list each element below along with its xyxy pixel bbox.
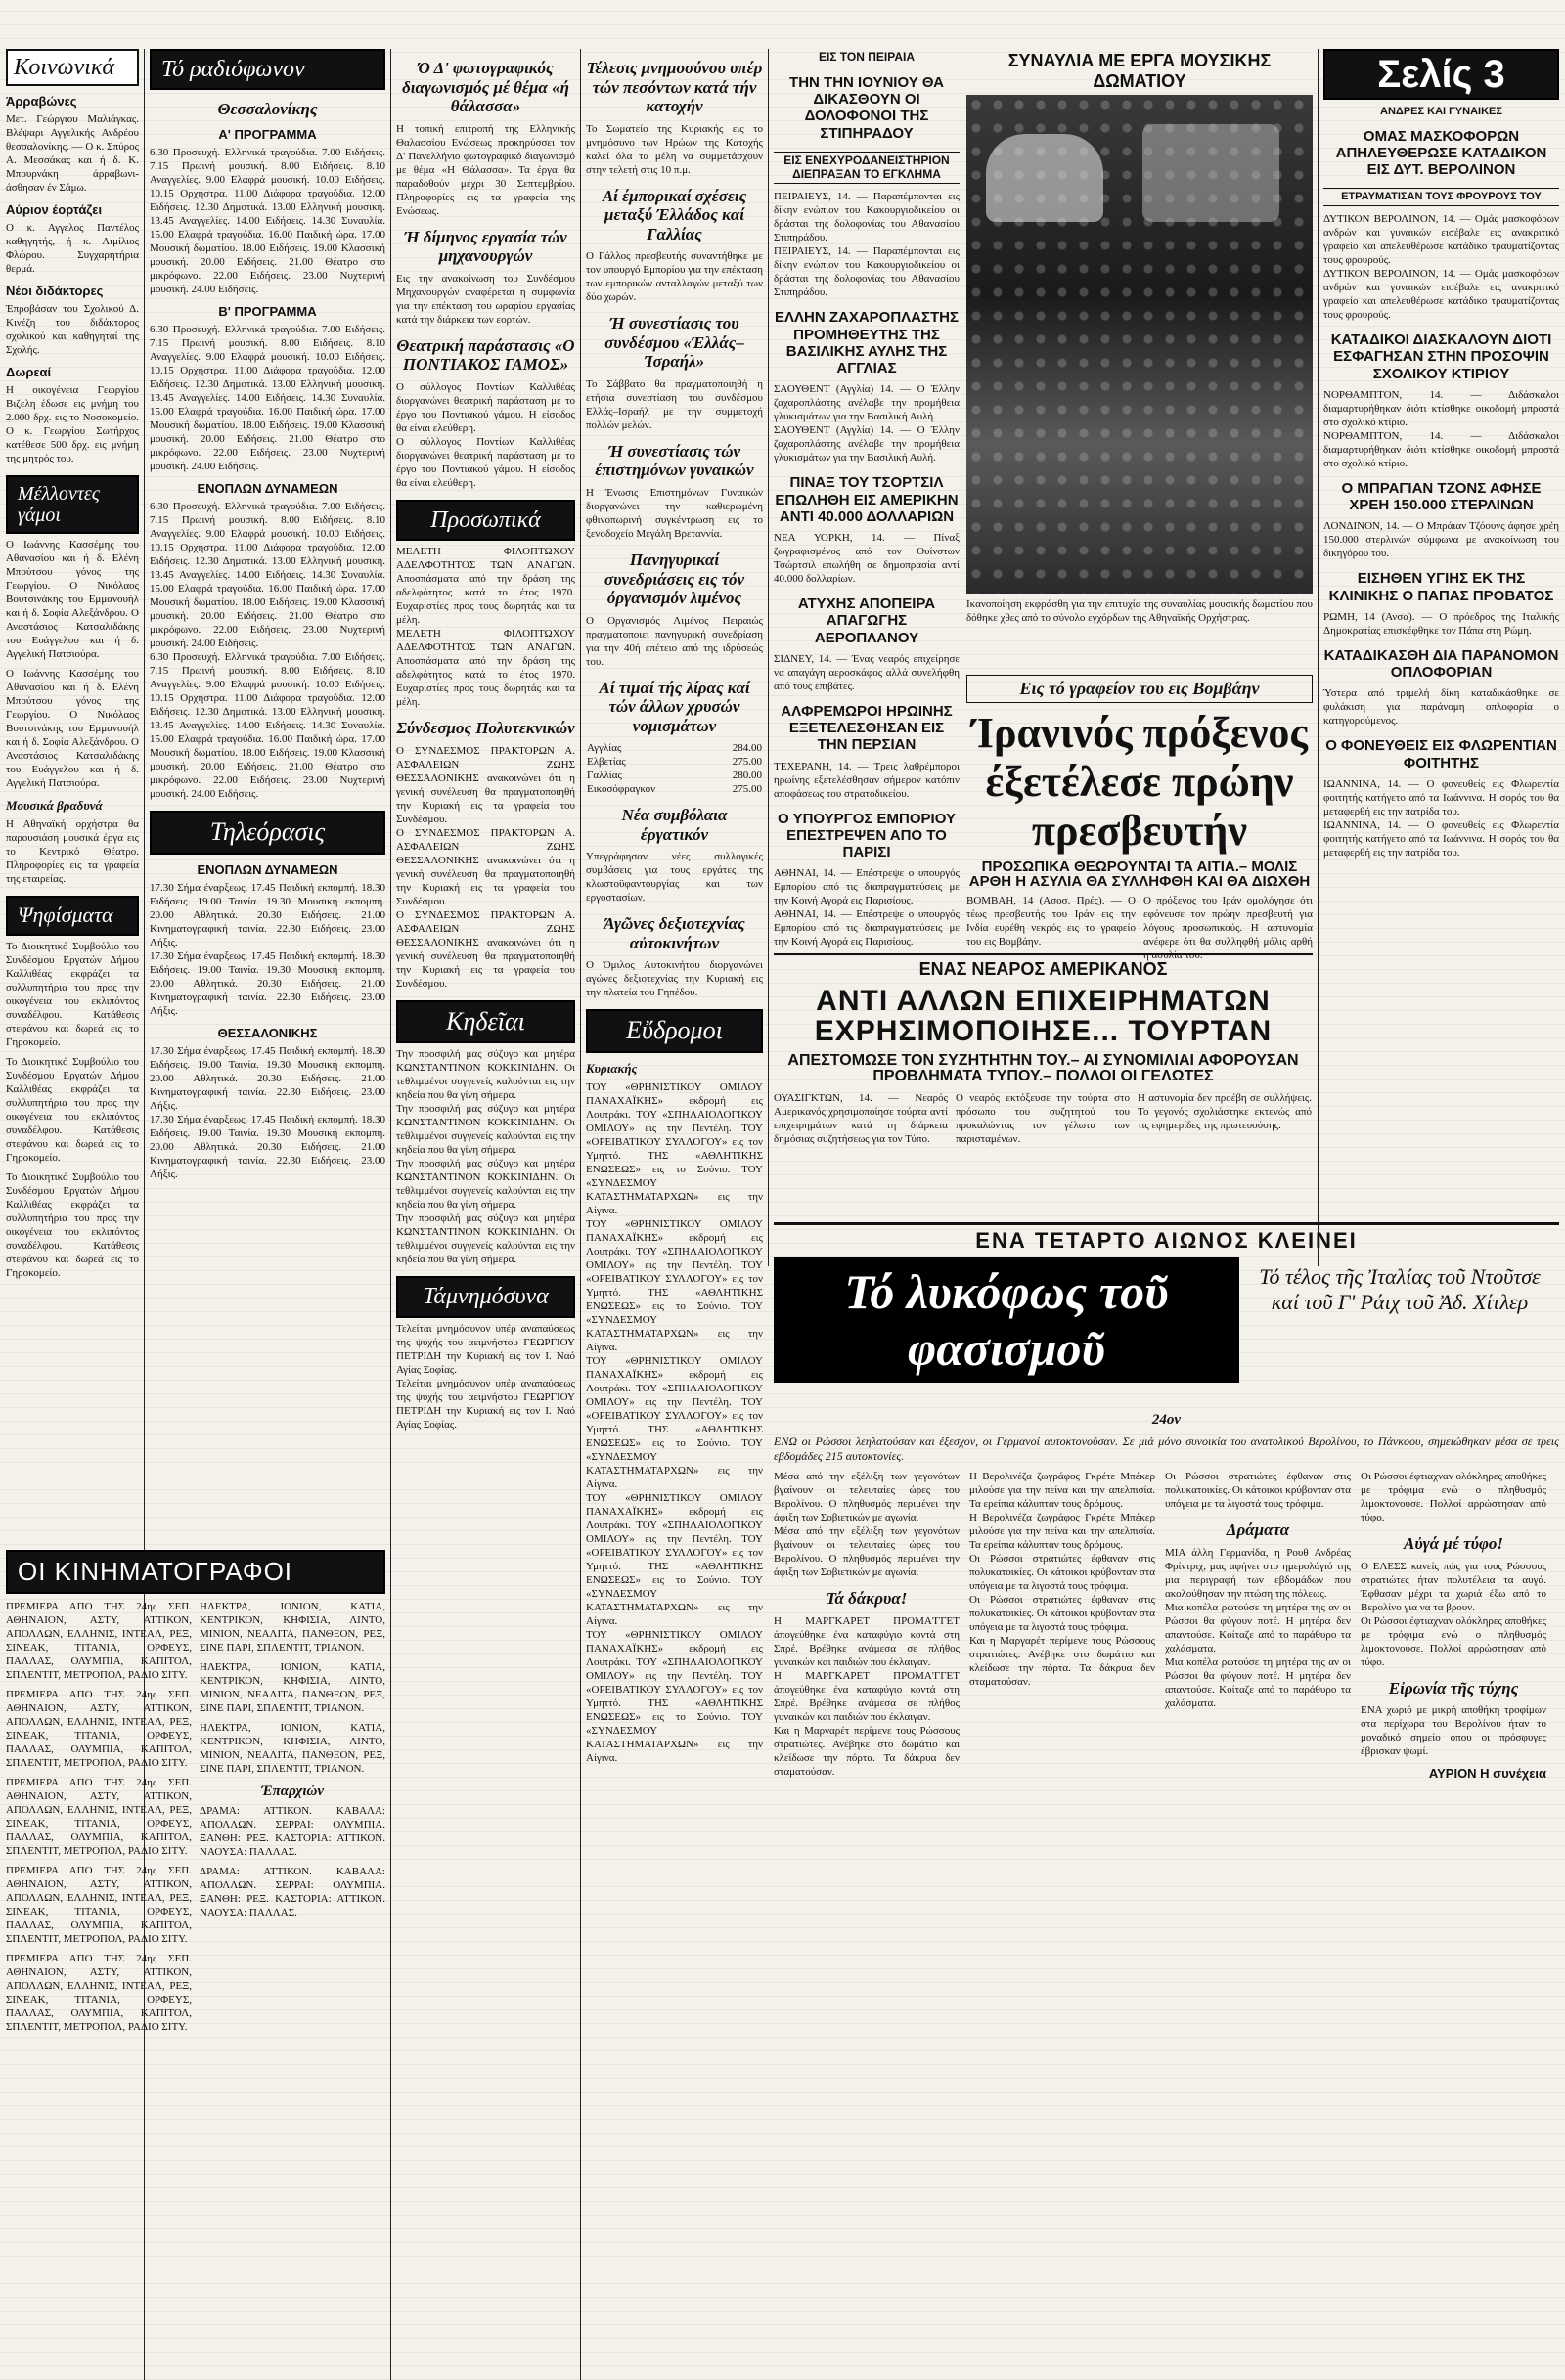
social-title: Κοινωνικά	[6, 49, 139, 86]
article-text: ΤΟΥ «ΘΡΗΝΙΣΤΙΚΟΥ ΟΜΙΛΟΥ ΠΑΝΑΧΑΪΚΗΣ» εκδρομή εις Λουτράκι. ΤΟΥ «ΣΠΗΛΑΙΟΛΟΓΙΚΟΥ ΟΜΙΛΟΥ» εις την Πεντέλη. ΤΟΥ «ΟΡΕΙΒΑΤΙΚΟΥ ΣΥΛΛΟΓΟΥ» εις τον Υμηττό. ΤΗΣ «ΑΘΛΗΤΙΚΗΣ ΕΝΩΣΕΩΣ» εις το Σούνιο. ΤΟΥ «ΣΥΝΔΕΣΜΟΥ ΚΑΤΑΣΤΗΜΑΤΑΡΧΩΝ» εις την Αίγινα.	[586, 1629, 763, 1765]
section-text: Μετ. Γεώργιου Μαλιάγκας. Βλέψαρι Αγγελικής Ανδρέου θεσσαλονίκης. — Ο κ. Σπύρος Α. Μεσσάκας και ή δ. Κ. Μπουρνάκη άρραβωνιάσθησαν έν Σάμω.	[6, 113, 139, 195]
cinema-list-left	[6, 1600, 192, 2034]
article-heading: Σύνδεσμος Πολυτεκνικών	[396, 719, 575, 738]
tv-text: 17.30 Σήμα έναρξεως. 17.45 Παιδική εκπομπή. 18.30 Ειδήσεις. 19.00 Ταινία. 19.30 Μουσική εκπομπή. 20.00 Αθλητικά. 20.30 Ειδήσεις. 21.00 Κινηματογραφική ταινία. 22.30 Ειδήσεις. 23.00 Λήξις.	[150, 949, 385, 1017]
tv-text: 17.30 Σήμα έναρξεως. 17.45 Παιδική εκπομπή. 18.30 Ειδήσεις. 19.00 Ταινία. 19.30 Μουσική εκπομπή. 20.00 Αθλητικά. 20.30 Ειδήσεις. 21.00 Κινηματογραφική ταινία. 22.30 Ειδήσεις. 23.00 Λήξις.	[150, 1113, 385, 1180]
future-weddings-text: Ο Ιωάννης Κασσέμης του Αθανασίου και ή δ. Ελένη Μπούτσου γόνος της Γεωργίου. Ο Νικόλαος Βουτσινάκης του Εμμανουήλ και ή δ. Σοφία Αλεξάνδρου. Ο Αναστάσιος Κατσαλιδάκης του Ευάγγελου και ή δ. Αγγελική Πατσιούρα.	[6, 668, 139, 790]
article-text: Οι Ρώσσοι έφτιαχναν ολόκληρες αποθήκες με τρόφιμα ενώ ο πληθυσμός λιμοκτονούσε. Πολλοί αρρώστησαν από τύφο.	[1361, 1471, 1546, 1524]
program-heading: Β' ΠΡΟΓΡΑΜΜΑ	[218, 303, 317, 319]
province-text: ΔΡΑΜΑ: ΑΤΤΙΚΟΝ. ΚΑΒΑΛΑ: ΑΠΟΛΛΩΝ. ΣΕΡΡΑΙ: ΟΛΥΜΠΙΑ. ΞΑΝΘΗ: ΡΕΞ. ΚΑΣΤΟΡΙΑ: ΑΤΤΙΚΟΝ. ΝΑΟΥΣΑ: ΠΑΛΛΑΣ.	[200, 1865, 385, 1918]
article-text: Την προσφιλή μας σύζυγο και μητέρα ΚΩΝΣΤΑΝΤΙΝΟΝ ΚΟΚΚΙΝΙΔΗΝ. Οι τεθλιμμένοι συγγενείς καλούνται εις την κηδεία που θα γίνη σήμερα.	[396, 1103, 575, 1157]
cinema-text: ΠΡΕΜΙΕΡΑ ΑΠΟ ΤΗΣ 24ης ΣΕΠ. ΑΘΗΝΑΙΟΝ, ΑΣΤΥ, ΑΤΤΙΚΟΝ, ΑΠΟΛΛΩΝ, ΕΛΛΗΝΙΣ, ΙΝΤΕΑΛ, ΡΕΞ, ΣΙΝΕΑΚ, ΤΙΤΑΝΙΑ, ΟΡΦΕΥΣ, ΠΑΛΛΑΣ, ΟΛΥΜΠΙΑ, ΚΑΠΙΤΟΛ, ΣΠΛΕΝΤΙΤ, ΜΕΤΡΟΠΟΛ, ΡΑΔΙΟ ΣΙΤΥ.	[6, 1776, 192, 1857]
article-heading: ΑΛΦΡΕΜΩΡΟΙ ΗΡΩΙΝΗΣ ΕΞΕΤΕΛΕΣΘΗΣΑΝ ΕΙΣ ΤΗΝ ΠΕΡΣΙΑΝ	[781, 702, 953, 754]
section-text: Η οικογένεια Γεωργίου Βιζελη έδωσε εις μνήμη του 2.000 δρχ. εις το Νοσοκομείο. Ο κ. Γεωργίου Σωτήρχος κατέθεσε 500 δρχ. εις μνήμη της μητρός του.	[6, 384, 139, 465]
article-subheading: ΕΙΣ ΕΝΕΧΥΡΟΔΑΝΕΙΣΤΗΡΙΟΝ ΔΙΕΠΡΑΞΑΝ ΤΟ ΕΓΚΛΗΜΑ	[774, 152, 960, 185]
article-heading: Ο ΥΠΟΥΡΓΟΣ ΕΜΠΟΡΙΟΥ ΕΠΕΣΤΡΕΨΕΝ ΑΠΟ ΤΟ ΠΑΡΙΣΙ	[778, 810, 956, 861]
tv-title: Τηλεόρασις	[150, 811, 385, 855]
radio-title: Τό ραδιόφωνον	[150, 49, 385, 90]
article-text: Ο ΣΥΝΔΕΣΜΟΣ ΠΡΑΚΤΟΡΩΝ Α. ΑΣΦΑΛΕΙΩΝ ΖΩΗΣ ΘΕΣΣΑΛΟΝΙΚΗΣ ανακοινώνει ότι η γενική συνέλευση θα πραγματοποιηθή την Κυριακή εις τα γραφεία του Συνδέσμου.	[396, 908, 575, 990]
article-text: ΝΟΡΘΑΜΠΤΟΝ, 14. — Διδάσκαλοι διαμαρτυρήθηκαν διότι κτίσθηκε οικοδομή μπροστά στο σχολικό κτίριο.	[1323, 429, 1559, 469]
excursions-banner: Εὔδρομοι	[586, 1009, 763, 1053]
concert-caption: Ικανοποίηση εκφράσθη για την επιτυχία της συναυλίας μουσικής δωματίου που δόθηκε χθες από το σύνολο εγχόρδων της Αθηναϊκής Ορχήστρας.	[966, 598, 1313, 625]
kicker: ΕΙΣ ΤΟΝ ΠΕΙΡΑΙΑ	[818, 50, 916, 64]
column-rule	[768, 49, 769, 1266]
article-text: Μια κοπέλα ρωτούσε τη μητέρα της αν οι Ρώσσοι θα φύγουν ποτέ. Η μητέρα δεν απαντούσε. Κοίταζε από το παράθυρο τα χαλάσματα.	[1165, 1655, 1351, 1709]
article-text: Ο νεαρός εκτόξευσε την τούρτα στο πρόσωπο του συζητητού του προκαλώντας τον γέλωτα των παρισταμένων.	[956, 1092, 1130, 1146]
column-four	[586, 49, 763, 2376]
feature-kicker: ΕΝΑ ΤΕΤΑΡΤΟ ΑΙΩΝΟΣ ΚΛΕΙΝΕΙ	[975, 1228, 1358, 1253]
article-heading: Ο ΦΟΝΕΥΘΕΙΣ ΕΙΣ ΦΛΩΡΕΝΤΙΑΝ ΦΟΙΤΗΤΗΣ	[1325, 737, 1557, 771]
rate-name: Αγγλίας	[587, 742, 622, 755]
feature-section-heading: Τά δάκρυα!	[826, 1589, 908, 1609]
article-text: ΝΕΑ ΥΟΡΚΗ, 14. — Πίναξ ζωγραφισμένος από τον Ουίνστων Τσώρτσιλ επωλήθη σε δημοπρασία αντί 40.000 δολλαρίων.	[774, 532, 960, 586]
cinema-text: ΗΛΕΚΤΡΑ, ΙΟΝΙΟΝ, ΚΑΤΙΑ, ΚΕΝΤΡΙΚΟΝ, ΚΗΦΙΣΙΑ, ΛΙΝΤΟ, ΜΙΝΙΟΝ, ΝΕΑΛΙΤΑ, ΠΑΝΘΕΟΝ, ΡΕΞ, ΣΙΝΕ ΠΑΡΙ, ΣΠΛΕΝΤΙΤ, ΤΡΙΑΝΟΝ.	[200, 1721, 385, 1775]
article-text: ΠΕΙΡΑΙΕΥΣ, 14. — Παραπέμπονται εις δίκην ενώπιον του Κακουργιοδικείου οι δράσται της δολοφονίας του Αθανασίου Στιπηράδου.	[774, 245, 960, 299]
article-text: Την προσφιλή μας σύζυγο και μητέρα ΚΩΝΣΤΑΝΤΙΝΟΝ ΚΟΚΚΙΝΙΔΗΝ. Οι τεθλιμμένοι συγγενείς καλούνται εις την κηδεία που θα γίνη σήμερα.	[396, 1158, 575, 1212]
concert-block	[966, 49, 1313, 655]
feature-section-heading: Εἰρωνία τῆς τύχης	[1388, 1678, 1519, 1697]
section-heading: Αύριον έορτάζει	[6, 202, 103, 218]
article-text: ΔΥΤΙΚΟΝ ΒΕΡΟΛΙΝΟΝ, 14. — Ομάς μασκοφόρων ανδρών και γυναικών εισέβαλε εις ανακριτικό γραφείο και απελευθέρωσε κατάδικο τραυματίζοντας τους φρουρούς.	[1323, 268, 1559, 322]
article-text: Τελείται μνημόσυνον υπέρ αναπαύσεως της ψυχής του αειμνήστου ΓΕΩΡΓΙΟΥ ΠΕΤΡΙΔΗ την Κυριακή εις τον Ι. Ναό Αγίας Σοφίας.	[396, 1322, 575, 1376]
column-rule	[1318, 49, 1319, 1266]
table-row	[586, 741, 763, 755]
article-heading: Άγῶνες δεξιοτεχνίας αὐτοκινήτων	[604, 914, 745, 952]
article-text: Η ΜΑΡΓΚΑΡΕΤ ΠΡΟΜΑ'ΓΓΕΤ άπογεύθηκε ένα καταφύγιο κοντά στη Σπρέ. Βρέθηκε ανάμεσα σε πλήθος γυναικών και παιδιών που έκλαιγαν.	[774, 1614, 960, 1668]
article-text: ΤΟΥ «ΘΡΗΝΙΣΤΙΚΟΥ ΟΜΙΛΟΥ ΠΑΝΑΧΑΪΚΗΣ» εκδρομή εις Λουτράκι. ΤΟΥ «ΣΠΗΛΑΙΟΛΟΓΙΚΟΥ ΟΜΙΛΟΥ» εις την Πεντέλη. ΤΟΥ «ΟΡΕΙΒΑΤΙΚΟΥ ΣΥΛΛΟΓΟΥ» εις τον Υμηττό. ΤΗΣ «ΑΘΛΗΤΙΚΗΣ ΕΝΩΣΕΩΣ» εις το Σούνιο. ΤΟΥ «ΣΥΝΔΕΣΜΟΥ ΚΑΤΑΣΤΗΜΑΤΑΡΧΩΝ» εις την Αίγινα.	[586, 1081, 763, 1217]
program-heading: ΕΝΟΠΛΩΝ ΔΥΝΑΜΕΩΝ	[197, 480, 338, 496]
article-text: ΑΘΗΝΑΙ, 14. — Επέστρεψε ο υπουργός Εμπορίου από τις διαπραγματεύσεις με την Κοινή Αγορά εις Παρισίους.	[774, 908, 960, 948]
tv-text: 17.30 Σήμα έναρξεως. 17.45 Παιδική εκπομπή. 18.30 Ειδήσεις. 19.00 Ταινία. 19.30 Μουσική εκπομπή. 20.00 Αθλητικά. 20.30 Ειδήσεις. 21.00 Κινηματογραφική ταινία. 22.30 Ειδήσεις. 23.00 Λήξις.	[150, 1044, 385, 1112]
section-heading: Δωρεαί	[6, 365, 52, 380]
article-heading: Αί έμπορικαί σχέσεις μεταξύ Έλλάδος καί Γαλλίας	[602, 186, 747, 243]
article-subheading: ΕΤΡΑΥΜΑΤΙΣΑΝ ΤΟΥΣ ΦΡΟΥΡΟΥΣ ΤΟΥ	[1323, 188, 1559, 206]
cinema-text: ΠΡΕΜΙΕΡΑ ΑΠΟ ΤΗΣ 24ης ΣΕΠ. ΑΘΗΝΑΙΟΝ, ΑΣΤΥ, ΑΤΤΙΚΟΝ, ΑΠΟΛΛΩΝ, ΕΛΛΗΝΙΣ, ΙΝΤΕΑΛ, ΡΕΞ, ΣΙΝΕΑΚ, ΤΙΤΑΝΙΑ, ΟΡΦΕΥΣ, ΠΑΛΛΑΣ, ΟΛΥΜΠΙΑ, ΚΑΠΙΤΟΛ, ΣΠΛΕΝΤΙΤ, ΜΕΤΡΟΠΟΛ, ΡΑΔΙΟ ΣΙΤΥ.	[6, 1600, 192, 1681]
article-text: ΙΩΑΝΝΙΝΑ, 14. — Ο φονευθείς εις Φλωρεντία φοιτητής κατήγετο από τα Ιωάννινα. Η σορός του θα μεταφερθή εις την πατρίδα του.	[1323, 818, 1559, 859]
article-text: Ο Γάλλος πρεσβευτής συναντήθηκε με τον υπουργό Εμπορίου για την επέκταση των εμπορικών ανταλλαγών μεταξύ των δύο χωρών.	[586, 250, 763, 304]
article-text: ΑΘΗΝΑΙ, 14. — Επέστρεψε ο υπουργός Εμπορίου από τις διαπραγματεύσεις με την Κοινή Αγορά εις Παρισίους.	[774, 867, 960, 907]
votes-title: Ψηφίσματα	[6, 896, 139, 935]
photo-figure	[986, 134, 1103, 222]
feature-col-3	[1165, 1470, 1351, 1785]
article-text: Η Βερολινέζα ζωγράφος Γκρέτε Μπέκερ μιλούσε για την πείνα και την απελπισία. Τα ερείπια κάλυπταν τους δρόμους.	[969, 1512, 1155, 1552]
cinema-block	[6, 1550, 385, 2376]
feature-subhead: Τό τέλος τῆς Ἰταλίας τοῦ Ντοῦτσε καί τοῦ Γ' Ράιχ τοῦ Ἀδ. Χίτλερ	[1259, 1264, 1541, 1314]
article-text: Η Βερολινέζα ζωγράφος Γκρέτε Μπέκερ μιλούσε για την πείνα και την απελπισία. Τα ερείπια κάλυπταν τους δρόμους.	[969, 1471, 1155, 1511]
article-text: Οι Ρώσσοι έφτιαχναν ολόκληρες αποθήκες με τρόφιμα ενώ ο πληθυσμός λιμοκτονούσε. Πολλοί αρρώστησαν από τύφο.	[1361, 1614, 1546, 1668]
article-text: ΜΕΛΕΤΗ ΦΙΛΟΠΤΩΧΟΥ ΑΔΕΛΦΟΤΗΤΟΣ ΤΩΝ ΑΝΑΓΩΝ. Αποσπάσματα από την δράση της αδελφότητος κατά το έτος 1970. Ευχαριστίες προς τους δωρητάς και τα μέλη.	[396, 628, 575, 709]
fascism-feature	[774, 1222, 1559, 2379]
music-text: Η Αθηναϊκή ορχήστρα θα παρουσιάση μουσικά έργα εις το Κεντρικό Θέατρο. Πληροφορίες εις τα γραφεία της εταιρείας.	[6, 818, 139, 886]
article-text: Ύστερα από τριμελή δίκη καταδικάσθηκε σε φυλάκιση για παράνομη οπλοφορία ο κατηγορούμενος.	[1323, 687, 1559, 727]
votes-text: Το Διοικητικό Συμβούλιο του Συνδέσμου Εργατών Δήμου Καλλιθέας εκφράζει τα συλλυπητήρια του προς την οικογένεια του εκλιπόντος συναδέλφου. Κατάθεσις στεφάνου και δωρεά εις το Γηροκομείο.	[6, 1055, 139, 1164]
radio-column	[150, 49, 385, 1545]
program-text: 6.30 Προσευχή. Ελληνικά τραγούδια. 7.00 Ειδήσεις. 7.15 Πρωινή μουσική. 8.00 Ειδήσεις. 8.10 Αναγγελίες. 9.00 Ελαφρά μουσική. 10.00 Ειδήσεις. 10.15 Ορχήστρα. 11.00 Διάφορα τραγούδια. 12.00 Ειδήσεις. 12.30 Δημοτικά. 13.00 Ελληνική μουσική. 13.45 Αναγγελίες. 14.00 Ειδήσεις. 14.30 Συναυλία. 15.00 Ελαφρά τραγούδια. 16.00 Παιδική ώρα. 17.00 Μουσική δωματίου. 18.00 Ειδήσεις. 19.00 Κλασσική μουσική. 20.00 Ειδήσεις. 21.00 Θέατρο στο μικρόφωνο. 22.00 Ειδήσεις. 23.00 Νυχτερινή μουσική. 24.00 Ειδήσεις.	[150, 650, 385, 800]
continued-note: ΑΥΡΙΟΝ Η συνέχεια	[1428, 1766, 1546, 1782]
article-heading: Νέα συμβόλαια έργατικόν	[621, 806, 728, 844]
article-text: Ο σύλλογος Ποντίων Καλλιθέας διοργανώνει θεατρική παράσταση με το έργο του Ποντιακού γάμου. Η είσοδος θα είναι ελεύθερη.	[396, 380, 575, 434]
program-text: 6.30 Προσευχή. Ελληνικά τραγούδια. 7.00 Ειδήσεις. 7.15 Πρωινή μουσική. 8.00 Ειδήσεις. 8.10 Αναγγελίες. 9.00 Ελαφρά μουσική. 10.00 Ειδήσεις. 10.15 Ορχήστρα. 11.00 Διάφορα τραγούδια. 12.00 Ειδήσεις. 12.30 Δημοτικά. 13.00 Ελληνική μουσική. 13.45 Αναγγελίες. 14.00 Ειδήσεις. 14.30 Συναυλία. 15.00 Ελαφρά τραγούδια. 16.00 Παιδική ώρα. 17.00 Μουσική δωματίου. 18.00 Ειδήσεις. 19.00 Κλασσική μουσική. 20.00 Ειδήσεις. 21.00 Θέατρο στο μικρόφωνο. 22.00 Ειδήσεις. 23.00 Νυχτερινή μουσική. 24.00 Ειδήσεις.	[150, 500, 385, 649]
article-heading: ΟΜΑΣ ΜΑΣΚΟΦΟΡΩΝ ΑΠΗΛΕΥΘΕΡΩΣΕ ΚΑΤΑΔΙΚΟΝ ΕΙΣ ΔΥΤ. ΒΕΡΟΛΙΝΟΝ	[1335, 127, 1547, 179]
article-text: Οι Ρώσσοι στρατιώτες έφθαναν στις πολυκατοικίες. Οι κάτοικοι κρύβονταν στα υπόγεια με τα λιγοστά τους τρόφιμα.	[969, 1553, 1155, 1593]
rate-value: 275.00	[732, 756, 762, 769]
article-text: ΤΟΥ «ΘΡΗΝΙΣΤΙΚΟΥ ΟΜΙΛΟΥ ΠΑΝΑΧΑΪΚΗΣ» εκδρομή εις Λουτράκι. ΤΟΥ «ΣΠΗΛΑΙΟΛΟΓΙΚΟΥ ΟΜΙΛΟΥ» εις την Πεντέλη. ΤΟΥ «ΟΡΕΙΒΑΤΙΚΟΥ ΣΥΛΛΟΓΟΥ» εις τον Υμηττό. ΤΗΣ «ΑΘΛΗΤΙΚΗΣ ΕΝΩΣΕΩΣ» εις το Σούνιο. ΤΟΥ «ΣΥΝΔΕΣΜΟΥ ΚΑΤΑΣΤΗΜΑΤΑΡΧΩΝ» εις την Αίγινα.	[586, 1218, 763, 1354]
article-text: Υπεγράφησαν νέες συλλογικές συμβάσεις για τους εργάτες της κλωστοϋφαντουργίας και των εργοστασίων.	[586, 851, 763, 904]
feature-col-4	[1361, 1470, 1546, 1785]
article-text: ΟΥΑΣΙΓΚΤΩΝ, 14. — Νεαρός Αμερικανός χρησιμοποίησε τούρτα αντί επιχειρημάτων κατά τη διάρκεια δημόσιας συζητήσεως για τον Τύπο.	[774, 1092, 948, 1146]
cinema-text: ΠΡΕΜΙΕΡΑ ΑΠΟ ΤΗΣ 24ης ΣΕΠ. ΑΘΗΝΑΙΟΝ, ΑΣΤΥ, ΑΤΤΙΚΟΝ, ΑΠΟΛΛΩΝ, ΕΛΛΗΝΙΣ, ΙΝΤΕΑΛ, ΡΕΞ, ΣΙΝΕΑΚ, ΤΙΤΑΝΙΑ, ΟΡΦΕΥΣ, ΠΑΛΛΑΣ, ΟΛΥΜΠΙΑ, ΚΑΠΙΤΟΛ, ΣΠΛΕΝΤΙΤ, ΜΕΤΡΟΠΟΛ, ΡΑΔΙΟ ΣΙΤΥ.	[6, 1952, 192, 2033]
article-heading: Ή συνεστίασις τών έπιστημόνων γυναικών	[595, 441, 754, 480]
column-rule	[580, 49, 581, 2380]
article-text: Τελείται μνημόσυνον υπέρ αναπαύσεως της ψυχής του αειμνήστου ΓΕΩΡΓΙΟΥ ΠΕΤΡΙΔΗ την Κυριακή εις τον Ι. Ναό Αγίας Σοφίας.	[396, 1377, 575, 1431]
article-heading: ΠΙΝΑΞ ΤΟΥ ΤΣΟΡΤΣΙΛ ΕΠΩΛΗΘΗ ΕΙΣ ΑΜΕΡΙΚΗΝ ΑΝΤΙ 40.000 ΔΟΛΛΑΡΙΩΝ	[775, 474, 959, 525]
article-heading: ΑΤΥΧΗΣ ΑΠΟΠΕΙΡΑ ΑΠΑΓΩΓΗΣ ΑΕΡΟΠΛΑΝΟΥ	[797, 595, 936, 646]
right-column	[1323, 49, 1559, 1212]
program-text: 6.30 Προσευχή. Ελληνικά τραγούδια. 7.00 Ειδήσεις. 7.15 Πρωινή μουσική. 8.00 Ειδήσεις. 8.10 Αναγγελίες. 9.00 Ελαφρά μουσική. 10.00 Ειδήσεις. 10.15 Ορχήστρα. 11.00 Διάφορα τραγούδια. 12.00 Ειδήσεις. 12.30 Δημοτικά. 13.00 Ελληνική μουσική. 13.45 Αναγγελίες. 14.00 Ειδήσεις. 14.30 Συναυλία. 15.00 Ελαφρά τραγούδια. 16.00 Παιδική ώρα. 17.00 Μουσική δωματίου. 18.00 Ειδήσεις. 19.00 Κλασσική μουσική. 20.00 Ειδήσεις. 21.00 Θέατρο στο μικρόφωνο. 22.00 Ειδήσεις. 23.00 Νυχτερινή μουσική. 24.00 Ειδήσεις.	[150, 323, 385, 472]
article-text: ΡΩΜΗ, 14 (Ανσα). — Ο πρόεδρος της Ιταλικής Δημοκρατίας επισκέφθηκε τον Πάπα στη Ρώμη.	[1323, 610, 1559, 637]
article-text: Ο Οργανισμός Λιμένος Πειραιώς πραγματοποιεί πανηγυρική συνεδρίαση για την 40ή επέτειο από της ιδρύσεώς του.	[586, 614, 763, 668]
gold-rates-table	[586, 741, 763, 796]
feature-part: 24ον	[1151, 1412, 1182, 1429]
article-heading: Αί τιμαί τής λίρας καί τών άλλων χρυσών νομισμάτων	[599, 678, 750, 735]
article-heading: Ή συνεστίασις του συνδέσμου «Έλλάς–Ίσραήλ»	[604, 314, 744, 372]
future-weddings-title: Μέλλοντες γάμοι	[6, 475, 139, 534]
article-heading: ΕΛΛΗΝ ΖΑΧΑΡΟΠΛΑΣΤΗΣ ΠΡΟΜΗΘΕΥΤΗΣ ΤΗΣ ΒΑΣΙΛΙΚΗΣ ΑΥΛΗΣ ΤΗΣ ΑΓΓΛΙΑΣ	[774, 309, 960, 377]
province-title: Έπαρχιών	[260, 1783, 325, 1799]
article-heading: Ή δίμηνος εργασία τών μηχανουργών	[404, 227, 567, 266]
feature-section-heading: Αὐγά μέ τύφο!	[1404, 1534, 1503, 1554]
article-text: Μέσα από την εξέλιξη των γεγονότων βγαίνουν οι τελευταίες ώρες του Βερολίνου. Ο πληθυσμός περιμένει την άφιξη των Σοβιετικών με αγωνία.	[774, 1525, 960, 1579]
article-text: Το Σάββατο θα πραγματοποιηθή η ετήσια συνεστίαση του συνδέσμου Ελλάς–Ισραήλ με την συμμετοχή πολλών μελών.	[586, 377, 763, 431]
rate-value: 284.00	[732, 742, 762, 755]
program-heading: Α' ΠΡΟΓΡΑΜΜΑ	[218, 126, 317, 142]
table-row	[586, 769, 763, 782]
feature-col-1	[774, 1470, 960, 1785]
tart-story	[774, 953, 1313, 1214]
article-heading: Τέλεσις μνημοσύνου υπέρ τών πεσόντων κατά τήν κατοχήν	[586, 59, 763, 116]
article-text: Την προσφιλή μας σύζυγο και μητέρα ΚΩΝΣΤΑΝΤΙΝΟΝ ΚΟΚΚΙΝΙΔΗΝ. Οι τεθλιμμένοι συγγενείς καλούνται εις την κηδεία που θα γίνη σήμερα.	[396, 1212, 575, 1266]
cinema-text: ΗΛΕΚΤΡΑ, ΙΟΝΙΟΝ, ΚΑΤΙΑ, ΚΕΝΤΡΙΚΟΝ, ΚΗΦΙΣΙΑ, ΛΙΝΤΟ, ΜΙΝΙΟΝ, ΝΕΑΛΙΤΑ, ΠΑΝΘΕΟΝ, ΡΕΞ, ΣΙΝΕ ΠΑΡΙ, ΣΠΛΕΝΤΙΤ, ΤΡΙΑΝΟΝ.	[200, 1600, 385, 1653]
article-text: ΣΙΔΝΕΥ, 14. — Ένας νεαρός επιχείρησε να απαγάγη αεροσκάφος αλλά συνελήφθη από τους επιβάτες.	[774, 652, 960, 692]
votes-text: Το Διοικητικό Συμβούλιο του Συνδέσμου Εργατών Δήμου Καλλιθέας εκφράζει τα συλλυπητήρια του προς την οικογένεια του εκλιπόντος συναδέλφου. Κατάθεσις στεφάνου και δωρεά εις το Γηροκομείο.	[6, 940, 139, 1048]
cinema-text: ΗΛΕΚΤΡΑ, ΙΟΝΙΟΝ, ΚΑΤΙΑ, ΚΕΝΤΡΙΚΟΝ, ΚΗΦΙΣΙΑ, ΛΙΝΤΟ, ΜΙΝΙΟΝ, ΝΕΑΛΙΤΑ, ΠΑΝΘΕΟΝ, ΡΕΞ, ΣΙΝΕ ΠΑΡΙ, ΣΠΛΕΝΤΙΤ, ΤΡΙΑΝΟΝ.	[200, 1660, 385, 1714]
section-text: Έπροβάσαν του Σχολικού Δ. Κινέζη του διδάκτορος σχολικού και καθηγηταί της Σχολής.	[6, 303, 139, 357]
article-text: ΤΕΧΕΡΑΝΗ, 14. — Τρεις λαθρέμποροι ηρωίνης εξετελέσθησαν σήμερον κατόπιν αποφάσεως του στρατοδικείου.	[774, 760, 960, 800]
table-row	[586, 755, 763, 769]
article-text: ΔΥΤΙΚΟΝ ΒΕΡΟΛΙΝΟΝ, 14. — Ομάς μασκοφόρων ανδρών και γυναικών εισέβαλε εις ανακριτικό γραφείο και απελευθέρωσε κατάδικο τραυματίζοντας τους φρουρούς.	[1323, 213, 1559, 267]
rate-name: Γαλλίας	[587, 770, 622, 782]
music-heading: Μουσικά βραδυνά	[6, 798, 103, 814]
province-text: ΔΡΑΜΑ: ΑΤΤΙΚΟΝ. ΚΑΒΑΛΑ: ΑΠΟΛΛΩΝ. ΣΕΡΡΑΙ: ΟΛΥΜΠΙΑ. ΞΑΝΘΗ: ΡΕΞ. ΚΑΣΤΟΡΙΑ: ΑΤΤΙΚΟΝ. ΝΑΟΥΣΑ: ΠΑΛΛΑΣ.	[200, 1804, 385, 1858]
article-text: ΤΟΥ «ΘΡΗΝΙΣΤΙΚΟΥ ΟΜΙΛΟΥ ΠΑΝΑΧΑΪΚΗΣ» εκδρομή εις Λουτράκι. ΤΟΥ «ΣΠΗΛΑΙΟΛΟΓΙΚΟΥ ΟΜΙΛΟΥ» εις την Πεντέλη. ΤΟΥ «ΟΡΕΙΒΑΤΙΚΟΥ ΣΥΛΛΟΓΟΥ» εις τον Υμηττό. ΤΗΣ «ΑΘΛΗΤΙΚΗΣ ΕΝΩΣΕΩΣ» εις το Σούνιο. ΤΟΥ «ΣΥΝΔΕΣΜΟΥ ΚΑΤΑΣΤΗΜΑΤΑΡΧΩΝ» εις την Αίγινα.	[586, 1492, 763, 1628]
consul-subhead: ΠΡΟΣΩΠΙΚΑ ΘΕΩΡΟΥΝΤΑΙ ΤΑ ΑΙΤΙΑ.– ΜΟΛΙΣ ΑΡΘΗ Η ΑΣΥΛΙΑ ΘΑ ΣΥΛΛΗΦΘΗ ΚΑΙ ΘΑ ΔΙΩΧΘΗ	[968, 858, 1311, 891]
article-text: Το Σωματείο της Κυριακής εις το μνημόσυνο των Ηρώων της Κατοχής καλεί όλα τα μέλη να συμμετάσχουν στην τελετή στις 10 π.μ.	[586, 122, 763, 176]
article-heading: ΚΑΤΑΔΙΚΑΣΘΗ ΔΙΑ ΠΑΡΑΝΟΜΟΝ ΟΠΛΟΦΟΡΙΑΝ	[1323, 646, 1559, 682]
tart-headline: ΑΝΤΙ ΑΛΛΩΝ ΕΠΙΧΕΙΡΗΜΑΤΩΝ ΕΧΡΗΣΙΜΟΠΟΙΗΣΕ... ΤΟΥΡΤΑΝ	[814, 984, 1273, 1048]
tart-kicker: ΕΝΑΣ ΝΕΑΡΟΣ ΑΜΕΡΙΚΑΝΟΣ	[918, 959, 1168, 979]
article-text: ΣΑΟΥΘΕΝΤ (Αγγλία) 14. — Ο Έλλην ζαχαροπλάστης ανέλαβε την προμήθεια γλυκισμάτων για την Βασιλική Αυλή.	[774, 424, 960, 464]
tv-section: ΘΕΣΣΑΛΟΝΙΚΗΣ	[217, 1025, 318, 1040]
article-text: Μια κοπέλα ρωτούσε τη μητέρα της αν οι Ρώσσοι θα φύγουν ποτέ. Η μητέρα δεν απαντούσε. Κοίταζε από το παράθυρο τα χαλάσματα.	[1165, 1601, 1351, 1654]
cinema-list-right	[200, 1600, 385, 2034]
article-heading: Ο ΜΠΡΑΓΙΑΝ ΤΖΟΝΣ ΑΦΗΣΕ ΧΡΕΗ 150.000 ΣΤΕΡΛΙΝΩΝ	[1341, 479, 1542, 514]
article-text: ΤΟΥ «ΘΡΗΝΙΣΤΙΚΟΥ ΟΜΙΛΟΥ ΠΑΝΑΧΑΪΚΗΣ» εκδρομή εις Λουτράκι. ΤΟΥ «ΣΠΗΛΑΙΟΛΟΓΙΚΟΥ ΟΜΙΛΟΥ» εις την Πεντέλη. ΤΟΥ «ΟΡΕΙΒΑΤΙΚΟΥ ΣΥΛΛΟΓΟΥ» εις τον Υμηττό. ΤΗΣ «ΑΘΛΗΤΙΚΗΣ ΕΝΩΣΕΩΣ» εις το Σούνιο. ΤΟΥ «ΣΥΝΔΕΣΜΟΥ ΚΑΤΑΣΤΗΜΑΤΑΡΧΩΝ» εις την Αίγινα.	[586, 1355, 763, 1491]
consul-headline: Ίρανινός πρόξενος έξετέλεσε πρώην πρεσβευτήν	[971, 708, 1308, 855]
article-heading: ΕΙΣΗΘΕΝ ΥΓΙΗΣ ΕΚ ΤΗΣ ΚΛΙΝΙΚΗΣ Ο ΠΑΠΑΣ ΠΡΟΒΑΤΟΣ	[1328, 570, 1554, 604]
article-text: Μέσα από την εξέλιξη των γεγονότων βγαίνουν οι τελευταίες ώρες του Βερολίνου. Ο πληθυσμός περιμένει την άφιξη των Σοβιετικών με αγωνία.	[774, 1471, 960, 1524]
article-text: Η τοπική επιτροπή της Ελληνικής Θαλασσίου Ενώσεως προκηρύσσει τον Δ' Πανελλήνιο φωτογραφικό διαγωνισμό με θέμα «Η Θάλασσα». Τα έργα θα παραδοθούν μέχρι 30 Σεπτεμβρίου. Πληροφορίες εις τα γραφεία της Ενώσεως.	[396, 122, 575, 217]
article-text: Η ΜΑΡΓΚΑΡΕΤ ΠΡΟΜΑ'ΓΓΕΤ άπογεύθηκε ένα καταφύγιο κοντά στη Σπρέ. Βρέθηκε ανάμεσα σε πλήθος γυναικών και παιδιών που έκλαιγαν.	[774, 1669, 960, 1723]
article-text: Ο ΣΥΝΔΕΣΜΟΣ ΠΡΑΚΤΟΡΩΝ Α. ΑΣΦΑΛΕΙΩΝ ΖΩΗΣ ΘΕΣΣΑΛΟΝΙΚΗΣ ανακοινώνει ότι η γενική συνέλευση θα πραγματοποιηθή την Κυριακή εις τα γραφεία του Συνδέσμου.	[396, 744, 575, 825]
article-text: Την προσφιλή μας σύζυγο και μητέρα ΚΩΝΣΤΑΝΤΙΝΟΝ ΚΟΚΚΙΝΙΔΗΝ. Οι τεθλιμμένοι συγγενείς καλούνται εις την κηδεία που θα γίνη σήμερα.	[396, 1048, 575, 1102]
consul-story	[966, 665, 1313, 962]
section-heading: Νέοι διδάκτορες	[6, 284, 104, 299]
article-heading: Ό Δ' φωτογραφικός διαγωνισμός μέ θέμα «ή θάλασσα»	[402, 59, 569, 116]
cinema-text: ΠΡΕΜΙΕΡΑ ΑΠΟ ΤΗΣ 24ης ΣΕΠ. ΑΘΗΝΑΙΟΝ, ΑΣΤΥ, ΑΤΤΙΚΟΝ, ΑΠΟΛΛΩΝ, ΕΛΛΗΝΙΣ, ΙΝΤΕΑΛ, ΡΕΞ, ΣΙΝΕΑΚ, ΤΙΤΑΝΙΑ, ΟΡΦΕΥΣ, ΠΑΛΛΑΣ, ΟΛΥΜΠΙΑ, ΚΑΠΙΤΟΛ, ΣΠΛΕΝΤΙΤ, ΜΕΤΡΟΠΟΛ, ΡΑΔΙΟ ΣΙΤΥ.	[6, 1688, 192, 1769]
concert-headline: ΣΥΝΑΥΛΙΑ ΜΕ ΕΡΓΑ ΜΟΥΣΙΚΗΣ ΔΩΜΑΤΙΟΥ	[1007, 51, 1272, 91]
photo-figure	[1142, 124, 1279, 222]
article-text: ΛΟΝΔΙΝΟΝ, 14. — Ο Μπράιαν Τζόουνς άφησε χρέη 150.000 στερλινών σύμφωνα με ανακοίνωση του δικηγόρου του.	[1323, 520, 1559, 560]
tart-subhead: ΑΠΕΣΤΟΜΩΣΕ ΤΟΝ ΣΥΖΗΤΗΤΗΝ ΤΟΥ.– ΑΙ ΣΥΝΟΜΙΛΙΑΙ ΑΦΟΡΟΥΣΑΝ ΠΡΟΒΛΗΜΑΤΑ ΤΥΠΟΥ.– ΠΟΛΛΟΙ ΟΙ ΓΕΛΩΤΕΣ	[787, 1051, 1299, 1085]
table-row	[586, 782, 763, 796]
article-text: Και η Μαργαρέτ περίμενε τους Ρώσσους στρατιώτες. Ανέβηκε στο δωμάτιο και κλείδωσε την πόρτα. Τα δάκρυα δεν σταματούσαν.	[969, 1635, 1155, 1689]
rate-name: Εικοσόφραγκον	[587, 783, 656, 796]
article-text: ΜΕΛΕΤΗ ΦΙΛΟΠΤΩΧΟΥ ΑΔΕΛΦΟΤΗΤΟΣ ΤΩΝ ΑΝΑΓΩΝ. Αποσπάσματα από την δράση της αδελφότητος κατά το έτος 1970. Ευχαριστίες προς τους δωρητάς και τα μέλη.	[396, 546, 575, 627]
feature-section-heading: Δράματα	[1226, 1521, 1290, 1540]
article-text: ΒΟΜΒΑΗ, 14 (Ασοσ. Πρές). — Ο τέως πρεσβευτής του Ιράν εις την Ινδία ευρέθη νεκρός εις το γραφείο του εις Βομβάην.	[966, 895, 1136, 948]
column-rule	[390, 49, 391, 2380]
section-text: Ο κ. Αγγελος Παντέλος καθηγητής, ή κ. Αιμίλιος Φλώρου. Συγχαρητήρια θερμά.	[6, 222, 139, 276]
article-text: Η Ένωσις Επιστημόνων Γυναικών διοργανώνει την καθιερωμένη φθινοπωρινή συγκέντρωση εις το ξενοδοχείο Μεγάλη Βρεταννία.	[586, 487, 763, 541]
cinema-text: ΠΡΕΜΙΕΡΑ ΑΠΟ ΤΗΣ 24ης ΣΕΠ. ΑΘΗΝΑΙΟΝ, ΑΣΤΥ, ΑΤΤΙΚΟΝ, ΑΠΟΛΛΩΝ, ΕΛΛΗΝΙΣ, ΙΝΤΕΑΛ, ΡΕΞ, ΣΙΝΕΑΚ, ΤΙΤΑΝΙΑ, ΟΡΦΕΥΣ, ΠΑΛΛΑΣ, ΟΛΥΜΠΙΑ, ΚΑΠΙΤΟΛ, ΣΠΛΕΝΤΙΤ, ΜΕΤΡΟΠΟΛ, ΡΑΔΙΟ ΣΙΤΥ.	[6, 1864, 192, 1945]
article-text: Εις την ανακοίνωση του Συνδέσμου Μηχανουργών αναφέρεται η συμφωνία για την επέκταση του ωραρίου εργασίας κατά την διάρκεια των εορτών.	[396, 272, 575, 326]
article-text: Οι Ρώσσοι στρατιώτες έφθαναν στις πολυκατοικίες. Οι κάτοικοι κρύβονταν στα υπόγεια με τα λιγοστά τους τρόφιμα.	[1165, 1471, 1351, 1511]
article-text: ΕΝΑ χωριό με μικρή αποθήκη τροφίμων στα περίχωρα του Βερολίνου ήταν το μοναδικό σημείο όπου οι πρόσφυγες έβρισκαν ψωμί.	[1361, 1704, 1546, 1758]
article-text: Ο ΕΛΕΣΣ κανείς πώς για τους Ρώσσους στρατιώτες ήταν πολυτέλεια τα αυγά. Έφθασαν μέχρι τα χωριά έξω από το Βερολίνο για να τα βρουν.	[1361, 1560, 1546, 1613]
rate-value: 280.00	[732, 770, 762, 782]
tv-section: ΕΝΟΠΛΩΝ ΔΥΝΑΜΕΩΝ	[197, 861, 338, 877]
article-text: ΜΙΑ άλλη Γερμανίδα, η Ρουθ Ανδρέας Φρίντριχ, μας αφήνει στο ημερολόγιό της μια περιγραφή των εβδομάδων που ακολούθησαν την πτώση της πόλεως.	[1165, 1546, 1351, 1600]
article-text: Ο σύλλογος Ποντίων Καλλιθέας διοργανώνει θεατρική παράσταση με το έργο του Ποντιακού γάμου. Η είσοδος θα είναι ελεύθερη.	[396, 435, 575, 489]
article-text: ΣΑΟΥΘΕΝΤ (Αγγλία) 14. — Ο Έλλην ζαχαροπλάστης ανέλαβε την προμήθεια γλυκισμάτων για την Βασιλική Αυλή.	[774, 383, 960, 423]
article-text: Ο Όμιλος Αυτοκινήτου διοργανώνει αγώνες δεξιοτεχνίας την Κυριακή εις την πλατεία του Γηπέδου.	[586, 959, 763, 999]
memorial-banner: Τάμνημόσυνα	[396, 1276, 575, 1317]
feature-intro: ΕΝΩ οι Ρώσσοι λεηλατούσαν και έξεσχον, οι Γερμανοί αυτοκτονούσαν. Σε μιά μόνο συνοικία του ανατολικού Βερολίνου, το Πάνκοου, σημειώθηκαν μέσα σε τρεις εβδομάδες 215 αυτοκτονίες.	[774, 1434, 1559, 1464]
social-column	[6, 49, 139, 1545]
article-text: ΝΟΡΘΑΜΠΤΟΝ, 14. — Διδάσκαλοι διαμαρτυρήθηκαν διότι κτίσθηκε οικοδομή μπροστά στο σχολικό κτίριο.	[1323, 388, 1559, 428]
article-heading: ΚΑΤΑΔΙΚΟΙ ΔΙΑΣΚΑΛΟΥΝ ΔΙΟΤΙ ΕΣΦΑΓΗΣΑΝ ΣΤΗΝ ΠΡΟΣΟΨΙΝ ΣΧΟΛΙΚΟΥ ΚΤΙΡΙΟΥ	[1330, 331, 1552, 382]
personal-banner: Προσωπικά	[396, 500, 575, 541]
column-three	[396, 49, 575, 2376]
article-text: Ο ΣΥΝΔΕΣΜΟΣ ΠΡΑΚΤΟΡΩΝ Α. ΑΣΦΑΛΕΙΩΝ ΖΩΗΣ ΘΕΣΣΑΛΟΝΙΚΗΣ ανακοινώνει ότι η γενική συνέλευση θα πραγματοποιηθή την Κυριακή εις τα γραφεία του Συνδέσμου.	[396, 826, 575, 907]
cinema-title: ΟΙ ΚΙΝΗΜΑΤΟΓΡΑΦΟΙ	[6, 1550, 385, 1594]
rate-value: 275.00	[732, 783, 762, 796]
votes-text: Το Διοικητικό Συμβούλιο του Συνδέσμου Εργατών Δήμου Καλλιθέας εκφράζει τα συλλυπητήρια του προς την οικογένεια του εκλιπόντος συναδέλφου. Κατάθεσις στεφάνου και δωρεά εις το Γηροκομείο.	[6, 1170, 139, 1279]
article-heading: Θεατρική παράστασις «Ο ΠΟΝΤΙΑΚΟΣ ΓΑΜΟΣ»	[396, 335, 575, 375]
program-text: 6.30 Προσευχή. Ελληνικά τραγούδια. 7.00 Ειδήσεις. 7.15 Πρωινή μουσική. 8.00 Ειδήσεις. 8.10 Αναγγελίες. 9.00 Ελαφρά μουσική. 10.00 Ειδήσεις. 10.15 Ορχήστρα. 11.00 Διάφορα τραγούδια. 12.00 Ειδήσεις. 12.30 Δημοτικά. 13.00 Ελληνική μουσική. 13.45 Αναγγελίες. 14.00 Ειδήσεις. 14.30 Συναυλία. 15.00 Ελαφρά τραγούδια. 16.00 Παιδική ώρα. 17.00 Μουσική δωματίου. 18.00 Ειδήσεις. 19.00 Κλασσική μουσική. 20.00 Ειδήσεις. 21.00 Θέατρο στο μικρόφωνο. 22.00 Ειδήσεις. 23.00 Νυχτερινή μουσική. 24.00 Ειδήσεις.	[150, 146, 385, 295]
future-weddings-text: Ο Ιωάννης Κασσέμης του Αθανασίου και ή δ. Ελένη Μπούτσου γόνος της Γεωργίου. Ο Νικόλαος Βουτσινάκης του Εμμανουήλ και ή δ. Σοφία Αλεξάνδρου. Ο Αναστάσιος Κατσαλιδάκης του Ευάγγελου και ή δ. Αγγελική Πατσιούρα.	[6, 539, 139, 661]
section-heading: Άρραβώνες	[6, 94, 77, 110]
station-heading: Θεσσαλονίκης	[217, 100, 318, 119]
excursions-sub: Κυριακής	[586, 1061, 638, 1077]
rate-name: Ελβετίας	[587, 756, 626, 769]
article-text: ΙΩΑΝΝΙΝΑ, 14. — Ο φονευθείς εις Φλωρεντία φοιτητής κατήγετο από τα Ιωάννινα. Η σορός του θα μεταφερθή εις την πατρίδα του.	[1323, 777, 1559, 817]
article-heading: ΤΗΝ ΤΗΝ ΙΟΥΝΙΟΥ ΘΑ ΔΙΚΑΣΘΟΥΝ ΟΙ ΔΟΛΟΦΟΝΟΙ ΤΗΣ ΣΤΙΠΗΡΑΔΟΥ	[789, 73, 944, 142]
page-number-box: Σελίς 3	[1323, 49, 1559, 100]
concert-photo	[966, 95, 1313, 594]
article-text: Οι Ρώσσοι στρατιώτες έφθαναν στις πολυκατοικίες. Οι κάτοικοι κρύβονταν στα υπόγεια με τα λιγοστά τους τρόφιμα.	[969, 1594, 1155, 1634]
article-text: Ο πρόξενος του Ιράν ομολόγησε ότι εφόνευσε τον πρώην πρεσβευτή για λόγους προσωπικούς. Η αστυνομία ανέφερε ότι θα συλληφθή μόλις αρθή η ασυλία του.	[1143, 895, 1313, 962]
feature-col-2	[969, 1470, 1155, 1785]
article-text: Και η Μαργαρέτ περίμενε τους Ρώσσους στρατιώτες. Ανέβηκε στο δωμάτιο και κλείδωσε την πόρτα. Τα δάκρυα δεν σταματούσαν.	[774, 1724, 960, 1778]
article-heading: Πανηγυρικαί συνεδριάσεις εις τόν όργανισμόν λιμένος	[604, 551, 745, 608]
article-text: ΠΕΙΡΑΙΕΥΣ, 14. — Παραπέμπονται εις δίκην ενώπιον του Κακουργιοδικείου οι δράσται της δολοφονίας του Αθανασίου Στιπηράδου.	[774, 191, 960, 244]
kicker: ΑΝΔΡΕΣ ΚΑΙ ΓΥΝΑΙΚΕΣ	[1380, 106, 1502, 117]
article-text: Η αστυνομία δεν προέβη σε συλλήψεις. Το γεγονός σχολιάστηκε εκτενώς από τις εφημερίδες της πρωτευούσης.	[1138, 1092, 1312, 1132]
feature-headline: Τό λυκόφως τοῦ φασισμοῦ	[774, 1257, 1239, 1383]
funerals-banner: Κηδεῖαι	[396, 1000, 575, 1044]
consul-kicker: Εις τό γραφείον του εις Βομβάην	[966, 675, 1313, 703]
tv-text: 17.30 Σήμα έναρξεως. 17.45 Παιδική εκπομπή. 18.30 Ειδήσεις. 19.00 Ταινία. 19.30 Μουσική εκπομπή. 20.00 Αθλητικά. 20.30 Ειδήσεις. 21.00 Κινηματογραφική ταινία. 22.30 Ειδήσεις. 23.00 Λήξις.	[150, 881, 385, 948]
